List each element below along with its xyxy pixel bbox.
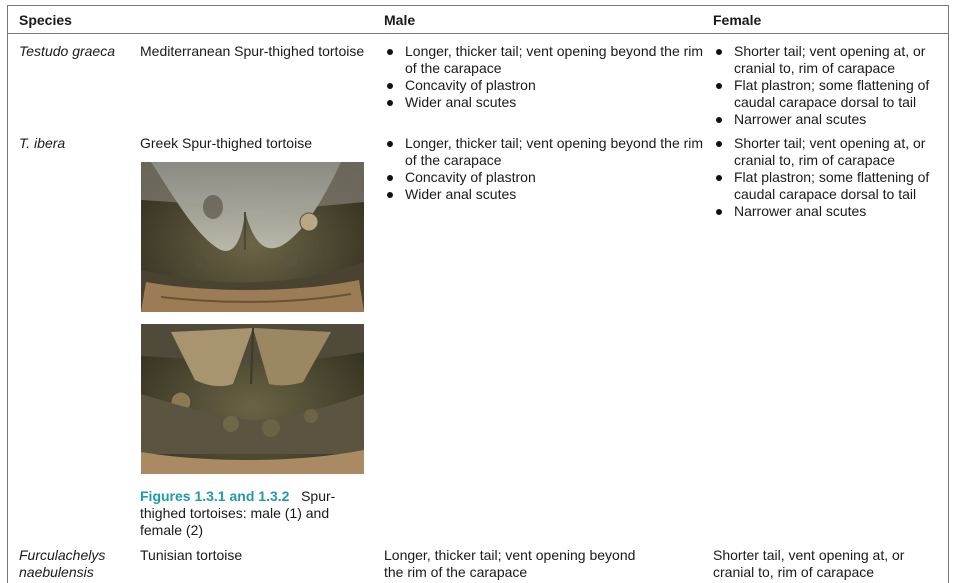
list-item: Narrower anal scutes — [713, 111, 941, 128]
list-item: Flat plastron; some flattening of caudal carapace dorsal to tail — [713, 169, 941, 203]
photo-female-tortoise — [141, 324, 364, 474]
male-traits-text: Longer, thicker tail; vent opening beyond the rim of the carapace — [384, 547, 636, 580]
header-female: Female — [713, 12, 762, 28]
list-item: Concavity of plastron — [384, 169, 704, 186]
species-scientific-name: Testudo graeca — [19, 43, 115, 59]
male-traits-list — [384, 43, 704, 111]
list-item: Narrower anal scutes — [713, 203, 941, 220]
figure-label: Figures 1.3.1 and 1.3.2 — [140, 488, 290, 504]
female-traits-list — [713, 43, 941, 128]
species-common-name: Tunisian tortoise — [140, 547, 243, 563]
species-common-name: Mediterranean Spur-thighed tortoise — [140, 43, 365, 59]
species-common-name: Greek Spur-thighed tortoise — [140, 135, 312, 151]
list-item: Shorter tail; vent opening at, or cranial to, rim of carapace — [713, 135, 941, 169]
header-species: Species — [19, 12, 72, 28]
list-item: Shorter tail; vent opening at, or cranial to, rim of carapace — [713, 43, 941, 77]
species-scientific-name: T. ibera — [19, 135, 66, 151]
female-traits-list — [713, 135, 941, 220]
photo-male-tortoise — [141, 162, 364, 312]
list-item: Longer, thicker tail; vent opening beyond the rim of the carapace — [384, 43, 704, 77]
list-item: Longer, thicker tail; vent opening beyond the rim of the carapace — [384, 135, 704, 169]
list-item: Flat plastron; some flattening of caudal carapace dorsal to tail — [713, 77, 941, 111]
list-item: Concavity of plastron — [384, 77, 704, 94]
list-item: Wider anal scutes — [384, 186, 704, 203]
female-traits-text: Shorter tail, vent opening at, or cranial to, rim of carapace — [713, 547, 905, 580]
figure-caption — [140, 488, 355, 539]
male-traits-list — [384, 135, 704, 203]
species-scientific-name: Furculachelys naebulensis — [19, 547, 106, 580]
header-male: Male — [384, 12, 416, 28]
figure-caption-text: Spur-thighed tortoises: male (1) and female (2) — [140, 488, 336, 538]
list-item: Wider anal scutes — [384, 94, 704, 111]
header-divider — [7, 33, 949, 34]
